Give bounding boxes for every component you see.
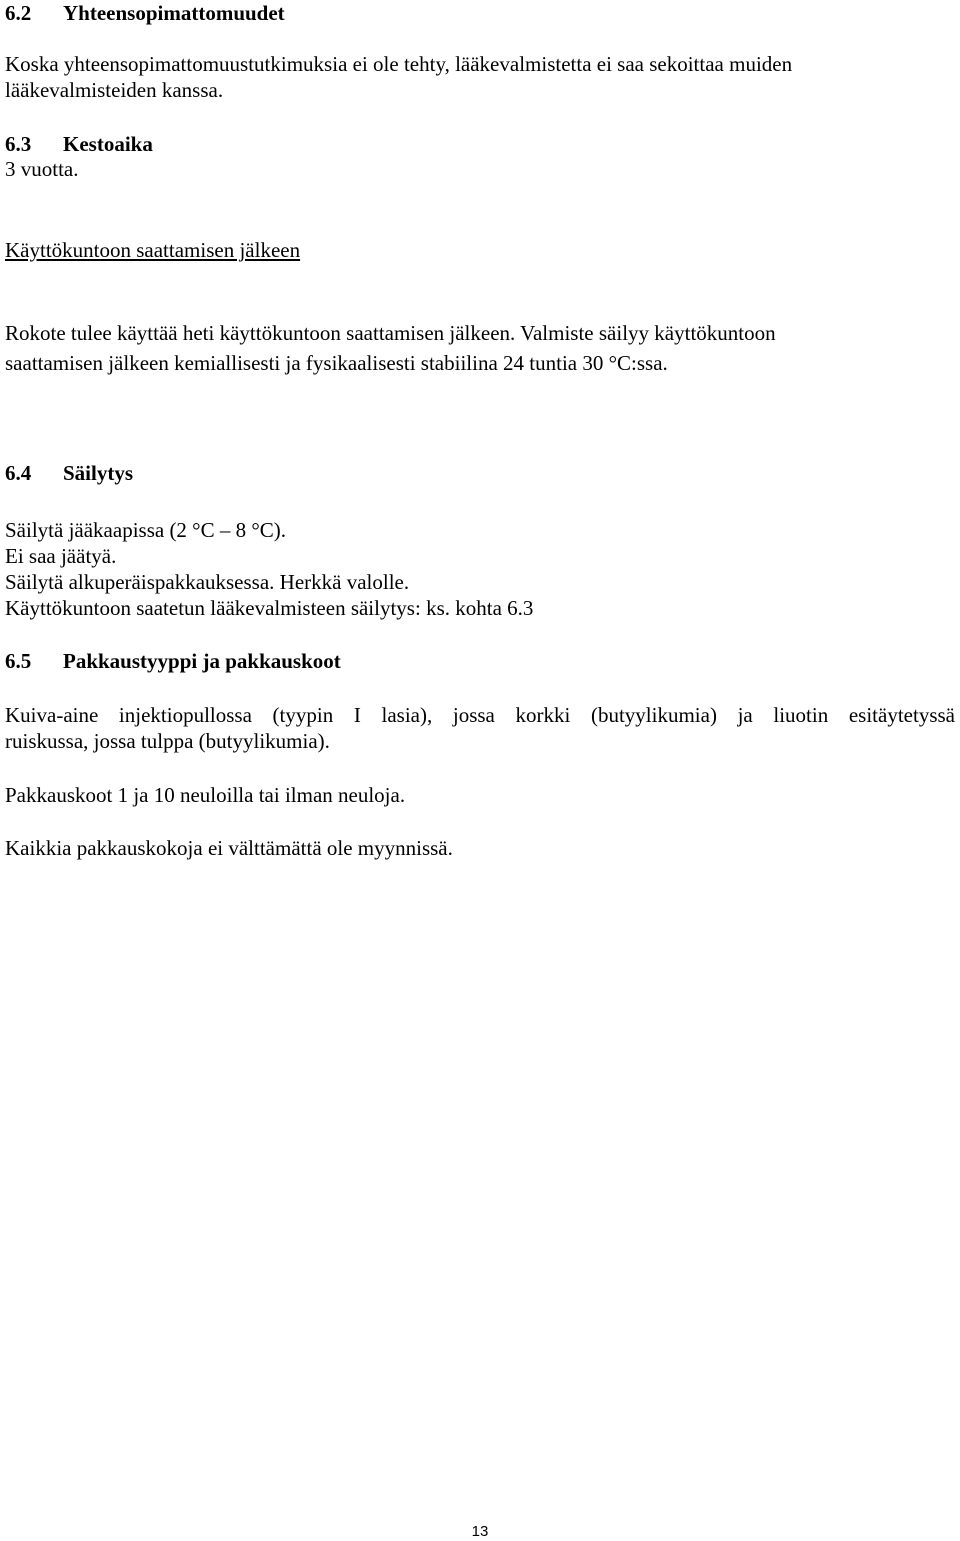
section-6-2-paragraph-line-1: Koska yhteensopimattomuustutkimuksia ei ole tehty, lääkevalmistetta ei saa sekoittaa muiden bbox=[5, 52, 793, 76]
section-6-4-heading bbox=[5, 460, 133, 486]
section-6-5-paragraph-1-line-2: ruiskussa, jossa tulppa (butyylikumia). bbox=[5, 729, 330, 753]
section-6-3-heading bbox=[5, 131, 153, 157]
section-title: Pakkaustyyppi ja pakkauskoot bbox=[63, 649, 341, 673]
section-6-3-subheading: Käyttökuntoon saattamisen jälkeen bbox=[5, 238, 301, 262]
section-title: Kestoaika bbox=[63, 132, 153, 156]
shelf-life-duration: 3 vuotta. bbox=[5, 157, 79, 181]
storage-line: Käyttökuntoon saatetun lääkevalmisteen säilytys: ks. kohta 6.3 bbox=[5, 596, 534, 620]
storage-line: Säilytä jääkaapissa (2 °C – 8 °C). bbox=[5, 518, 286, 542]
section-6-2-heading bbox=[5, 0, 285, 26]
section-number: 6.2 bbox=[5, 1, 32, 25]
section-number: 6.5 bbox=[5, 649, 32, 673]
section-6-5-paragraph-3: Kaikkia pakkauskokoja ei välttämättä ole myynnissä. bbox=[5, 836, 453, 860]
section-6-3-paragraph-line-1: Rokote tulee käyttää heti käyttökuntoon saattamisen jälkeen. Valmiste säilyy käyttökuntoon bbox=[5, 321, 776, 345]
page-number: 13 bbox=[471, 1523, 489, 1540]
section-title: Säilytys bbox=[63, 461, 134, 485]
section-6-5-paragraph-2: Pakkauskoot 1 ja 10 neuloilla tai ilman neuloja. bbox=[5, 783, 406, 807]
storage-line: Ei saa jäätyä. bbox=[5, 544, 117, 568]
section-title: Yhteensopimattomuudet bbox=[63, 1, 285, 25]
storage-line: Säilytä alkuperäispakkauksessa. Herkkä valolle. bbox=[5, 570, 410, 594]
section-6-5-paragraph-1-line-1: Kuiva-aine injektiopullossa (tyypin I lasia), jossa korkki (butyylikumia) ja liuotin esitäytetyssä bbox=[5, 703, 955, 727]
section-number: 6.3 bbox=[5, 132, 32, 156]
section-number: 6.4 bbox=[5, 461, 32, 485]
section-6-5-heading bbox=[5, 648, 341, 674]
section-6-2-paragraph-line-2: lääkevalmisteiden kanssa. bbox=[5, 78, 224, 102]
section-6-3-paragraph-line-2: saattamisen jälkeen kemiallisesti ja fysikaalisesti stabiilina 24 tuntia 30 °C:ssa. bbox=[5, 351, 668, 375]
